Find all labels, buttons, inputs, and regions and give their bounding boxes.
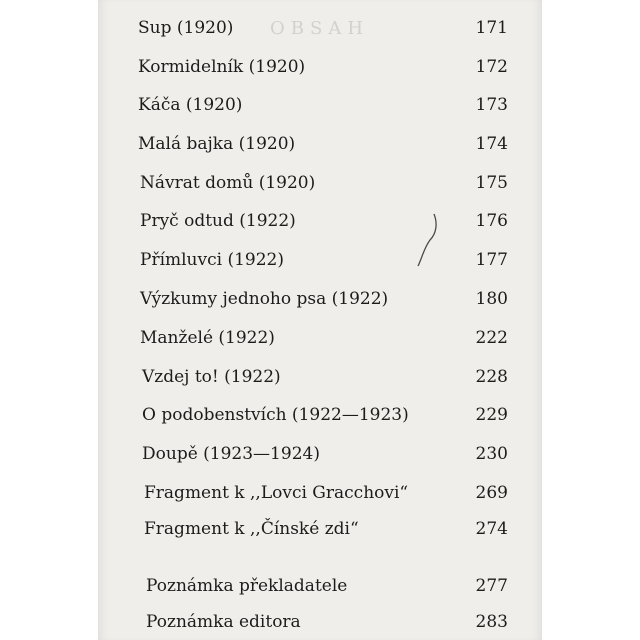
toc-entry [98,285,542,313]
toc-entry-page: 283 [475,612,508,632]
toc-entry-page: 274 [475,519,508,539]
toc-entry-page: 180 [475,289,508,309]
toc-entry [98,207,542,235]
toc-entry-title: Manželé (1922) [140,328,275,348]
toc-entry [98,479,542,507]
toc-entry-title: Návrat domů (1920) [140,173,316,193]
toc-entry-page: 228 [475,367,508,387]
toc-entry-title: Sup (1920) [138,18,234,38]
toc-entry-page: 222 [475,328,508,348]
toc-entry-title: Poznámka editora [146,612,301,632]
toc-entry [98,515,542,543]
toc-entry [98,608,542,636]
toc-entry [98,14,542,42]
toc-entry [98,440,542,468]
toc-entry-title: Káča (1920) [138,95,243,115]
toc-entry-title: Doupě (1923—1924) [142,444,320,464]
toc-entry [98,91,542,119]
toc-entry-page: 277 [475,576,508,596]
toc-entry-title: Kormidelník (1920) [138,57,306,77]
toc-entry [98,324,542,352]
toc-entry-title: Výzkumy jednoho psa (1922) [140,289,389,309]
toc-entry-page: 230 [475,444,508,464]
toc-entry-title: Poznámka překladatele [146,576,348,596]
toc-entry-title: Vzdej to! (1922) [142,367,281,387]
toc-entry-title: Pryč odtud (1922) [140,211,296,231]
toc-entry-page: 175 [475,173,508,193]
toc-entry-title: Fragment k ,,Lovci Gracchovi“ [144,483,409,503]
toc-entry-title: Přímluvci (1922) [140,250,285,270]
toc-entry [98,169,542,197]
toc-entry [98,363,542,391]
toc-entry [98,53,542,81]
toc-entry-title: Malá bajka (1920) [138,134,296,154]
toc-entry-page: 229 [475,405,508,425]
toc-entry-page: 171 [475,18,508,38]
toc-entry-page: 173 [475,95,508,115]
toc-entry [98,572,542,600]
toc-entry-title: O podobenstvích (1922—1923) [142,405,409,425]
toc-entry-page: 177 [475,250,508,270]
toc-entry [98,130,542,158]
toc-entry-title: Fragment k ,,Čínské zdi“ [144,519,359,539]
toc-entry-page: 269 [475,483,508,503]
toc-entry-page: 172 [475,57,508,77]
toc-entry [98,401,542,429]
toc-entry-page: 174 [475,134,508,154]
ghost-header: OBSAH [270,18,370,39]
toc-entry-page: 176 [475,211,508,231]
book-page [98,0,542,640]
toc-entry [98,246,542,274]
